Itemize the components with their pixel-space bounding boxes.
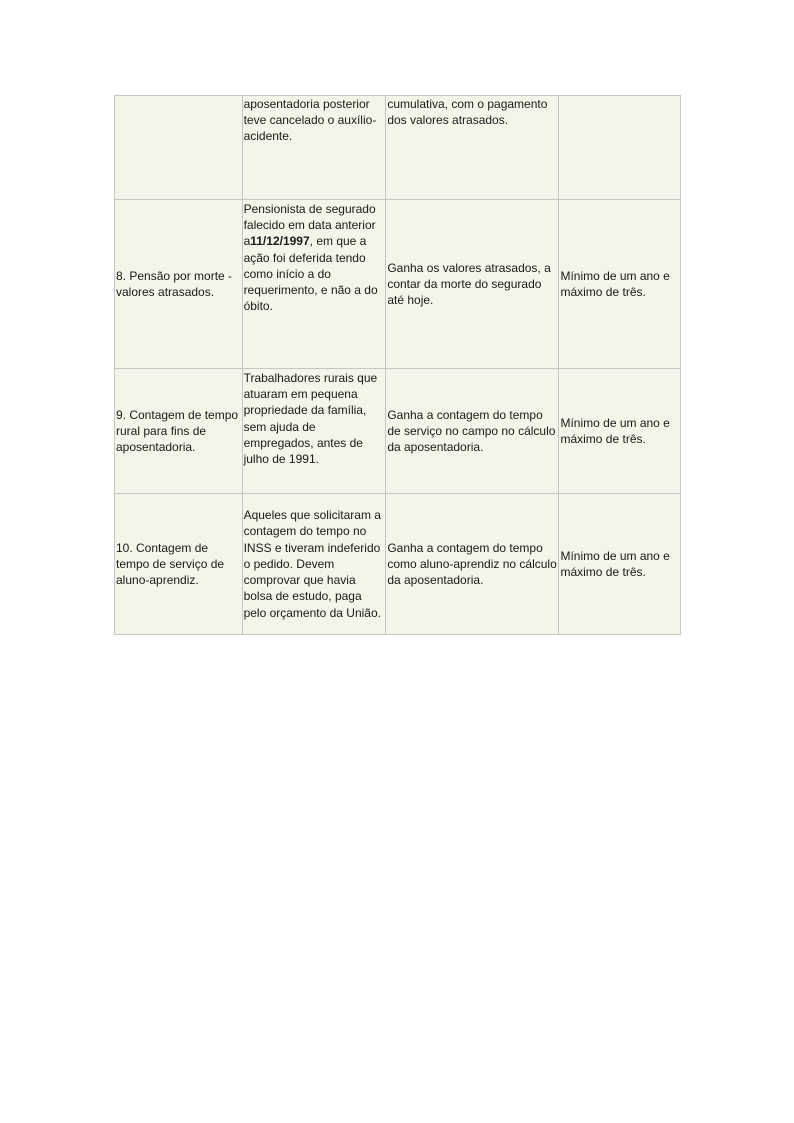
benefit-cell: 8. Pensão por morte - valores atrasados. bbox=[115, 200, 243, 369]
table-row bbox=[115, 96, 681, 200]
who-cell: Trabalhadores rurais que atuaram em pequena propriedade da família, sem ajuda de empregados, antes de julho de 1991. bbox=[242, 369, 386, 494]
cutoff-date: 11/12/1997 bbox=[250, 234, 310, 249]
table-row bbox=[115, 494, 681, 635]
gain-cell: Ganha a contagem do tempo de serviço no campo no cálculo da aposentadoria. bbox=[386, 369, 559, 494]
term-cell: Mínimo de um ano e máximo de três. bbox=[559, 494, 681, 635]
benefit-cell: 9. Contagem de tempo rural para fins de aposentadoria. bbox=[115, 369, 243, 494]
benefits-table bbox=[114, 95, 681, 635]
who-cell bbox=[242, 200, 386, 369]
table-row bbox=[115, 369, 681, 494]
who-cell: Aqueles que solicitaram a contagem do tempo no INSS e tiveram indeferido o pedido. Devem comprovar que havia bolsa de estudo, paga pelo orçamento da União. bbox=[242, 494, 386, 635]
benefit-cell: 10. Contagem de tempo de serviço de aluno-aprendiz. bbox=[115, 494, 243, 635]
gain-cell: cumulativa, com o pagamento dos valores atrasados. bbox=[386, 96, 559, 200]
gain-cell: Ganha a contagem do tempo como aluno-aprendiz no cálculo da aposentadoria. bbox=[386, 494, 559, 635]
table-row bbox=[115, 200, 681, 369]
gain-cell: Ganha os valores atrasados, a contar da morte do segurado até hoje. bbox=[386, 200, 559, 369]
benefit-cell bbox=[115, 96, 243, 200]
term-cell bbox=[559, 96, 681, 200]
term-cell: Mínimo de um ano e máximo de três. bbox=[559, 200, 681, 369]
term-cell: Mínimo de um ano e máximo de três. bbox=[559, 369, 681, 494]
who-text-end: , em que a ação foi deferida tendo como início a do requerimento, e não a do óbito. bbox=[243, 234, 378, 314]
who-cell: aposentadoria posterior teve cancelado o auxílio-acidente. bbox=[242, 96, 386, 200]
who-text-start: Pensionista de segurado falecido em data anterior a bbox=[243, 202, 376, 249]
